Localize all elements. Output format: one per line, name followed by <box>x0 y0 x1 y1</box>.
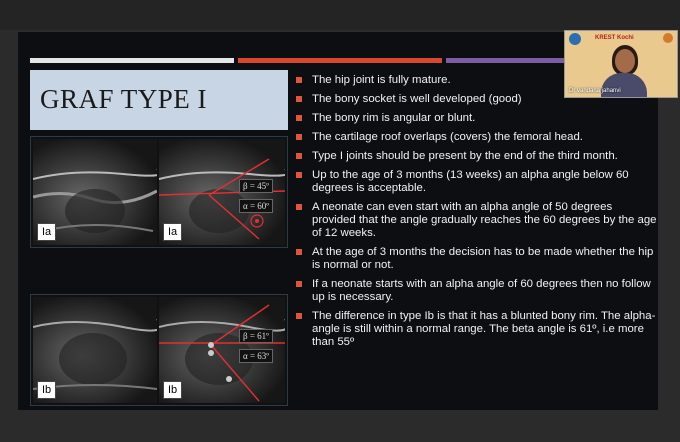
bullet-marker-icon <box>296 96 302 102</box>
title-box <box>30 70 288 130</box>
bullet-item: The difference in type Ib is that it has a blunted bony rim. The alpha-angle is still within a normal range. The beta angle is 61º, i.e more than 55º <box>292 310 658 349</box>
bullet-item: Up to the age of 3 months (13 weeks) an alpha angle below 60 degrees is acceptable. <box>292 169 658 195</box>
top-bar <box>0 0 680 30</box>
webcam-video-tile[interactable] <box>564 30 678 98</box>
ultrasound-image-ia-right <box>159 139 285 245</box>
beta-angle-label-bottom: β = 61º <box>239 329 273 343</box>
ultrasound-image-ib-right <box>159 297 285 403</box>
bullet-marker-icon <box>296 115 302 121</box>
bullet-marker-icon <box>296 249 302 255</box>
bullet-list <box>292 74 658 355</box>
presenter-body <box>601 73 647 98</box>
ultrasound-panel-bottom <box>30 294 288 406</box>
bullet-marker-icon <box>296 77 302 83</box>
beta-angle-label-top: β = 45º <box>239 179 273 193</box>
bullet-item: The cartilage roof overlaps (covers) the femoral head. <box>292 131 658 144</box>
bullet-marker-icon <box>296 313 302 319</box>
bullet-marker-icon <box>296 172 302 178</box>
bullet-marker-icon <box>296 281 302 287</box>
bullet-item: The hip joint is fully mature. <box>292 74 658 87</box>
alpha-angle-label-bottom: α = 63º <box>239 349 273 363</box>
bullet-marker-icon <box>296 204 302 210</box>
image-label-ia-right: Ia <box>163 223 182 241</box>
slide-title: GRAF TYPE I <box>40 84 208 114</box>
bullet-item: At the age of 3 months the decision has to be made whether the hip is normal or not. <box>292 246 658 272</box>
ultrasound-image-ia-left <box>33 139 157 245</box>
stripe-purple <box>446 58 576 63</box>
award-badge-icon <box>663 33 673 43</box>
ultrasound-image-ib-left <box>33 297 157 403</box>
bullet-item: The bony socket is well developed (good) <box>292 93 658 106</box>
bullet-item: The bony rim is angular or blunt. <box>292 112 658 125</box>
bullet-marker-icon <box>296 153 302 159</box>
bullet-item: A neonate can even start with an alpha angle of 50 degrees provided that the angle gradually reaches the 60 degrees by the age of 12 weeks. <box>292 201 658 240</box>
bullet-marker-icon <box>296 134 302 140</box>
presenter-face <box>615 49 635 73</box>
alpha-angle-label-top: α = 60º <box>239 199 273 213</box>
image-label-ib: Ib <box>37 381 56 399</box>
image-label-ib-right: Ib <box>163 381 182 399</box>
stripe-red <box>238 58 442 63</box>
image-label-ia: Ia <box>37 223 56 241</box>
stripe-white <box>30 58 234 63</box>
webcam-org-label: KREST Kochi <box>595 35 634 41</box>
presenter-name: Dr vandana jahanvi <box>569 88 621 94</box>
bullet-item: If a neonate starts with an alpha angle of 60 degrees then no follow up is necessary. <box>292 278 658 304</box>
institute-logo-icon <box>569 33 581 45</box>
bullet-item: Type I joints should be present by the end of the third month. <box>292 150 658 163</box>
presentation-slide <box>18 32 658 410</box>
ultrasound-panel-top <box>30 136 288 248</box>
